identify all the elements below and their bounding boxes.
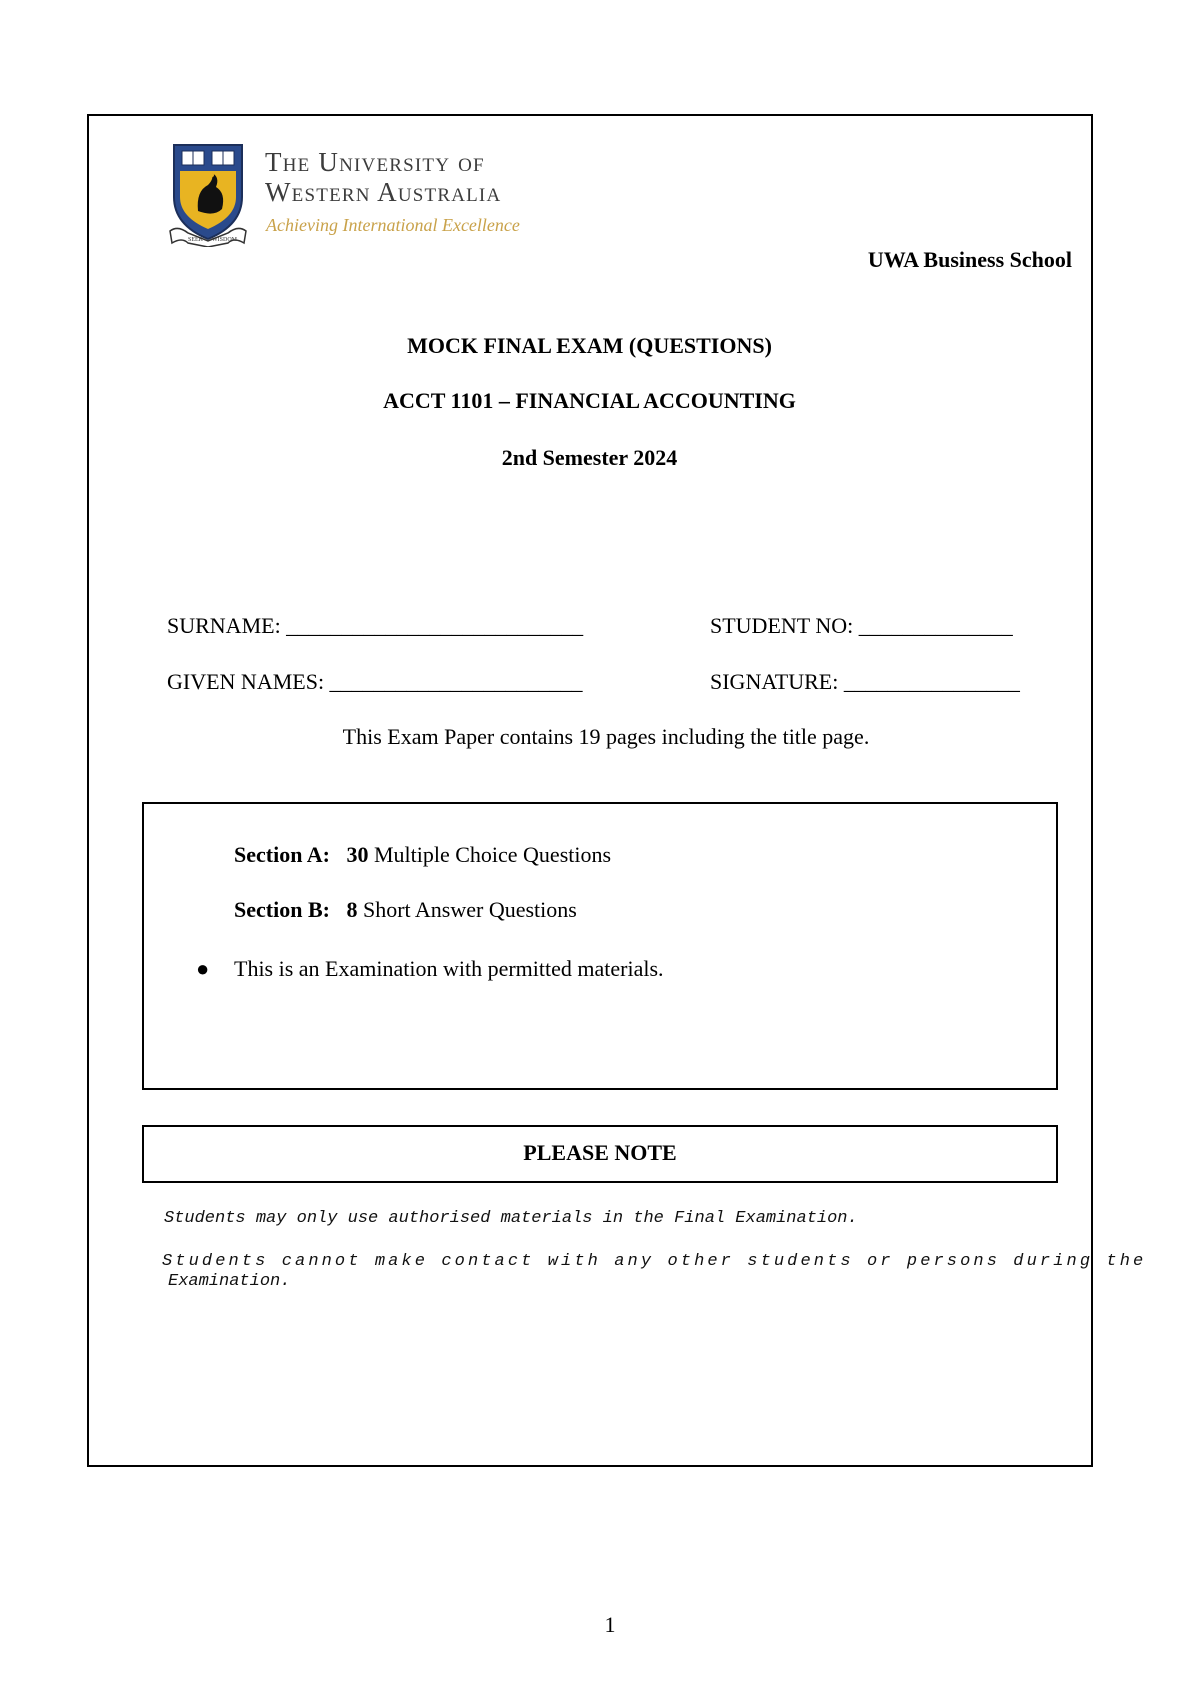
sections-box (142, 802, 1058, 1090)
bullet-icon: ● (196, 956, 210, 981)
page-number: 1 (604, 1612, 616, 1637)
crest-motto-right: WISDOM (212, 237, 237, 243)
university-crest-icon (168, 141, 248, 247)
bullet-text: This is an Examination with permitted materials. (234, 956, 664, 981)
signature-field: SIGNATURE: ________________ (710, 669, 1020, 694)
logo-text-line1: The University of (265, 147, 485, 177)
section-b-label: Section B: (234, 897, 330, 922)
school-name: UWA Business School (867, 247, 1072, 272)
section-a-label: Section A: (234, 842, 330, 867)
note-line-3: Examination. (168, 1272, 291, 1291)
section-b-desc: Short Answer Questions (362, 897, 577, 922)
note-line-1: Students may only use authorised materials in the Final Examination. (164, 1209, 858, 1228)
given-names-field: GIVEN NAMES: _______________________ (167, 669, 583, 694)
exam-title: MOCK FINAL EXAM (QUESTIONS) (407, 333, 772, 358)
section-a-desc: Multiple Choice Questions (373, 842, 612, 867)
logo-text-line2: Western Australia (265, 177, 502, 207)
semester: 2nd Semester 2024 (501, 445, 678, 470)
pages-note: This Exam Paper contains 19 pages including the title page. (342, 724, 870, 749)
crest-motto-left: SEEK (188, 237, 203, 243)
section-b-count: 8 (346, 897, 358, 922)
note-line-2: Students cannot make contact with any other students or persons during the (162, 1252, 1147, 1271)
section-a-line (234, 842, 611, 868)
student-no-field: STUDENT NO: ______________ (710, 613, 1013, 638)
bullet-item (196, 956, 664, 982)
surname-field: SURNAME: ___________________________ (167, 613, 584, 638)
logo-tagline: Achieving International Excellence (266, 215, 520, 235)
unit-title: ACCT 1101 – FINANCIAL ACCOUNTING (383, 388, 796, 413)
please-note-box: PLEASE NOTE (142, 1125, 1058, 1183)
section-b-line (234, 897, 577, 923)
section-a-count: 30 (346, 842, 369, 867)
university-logo (168, 141, 548, 249)
